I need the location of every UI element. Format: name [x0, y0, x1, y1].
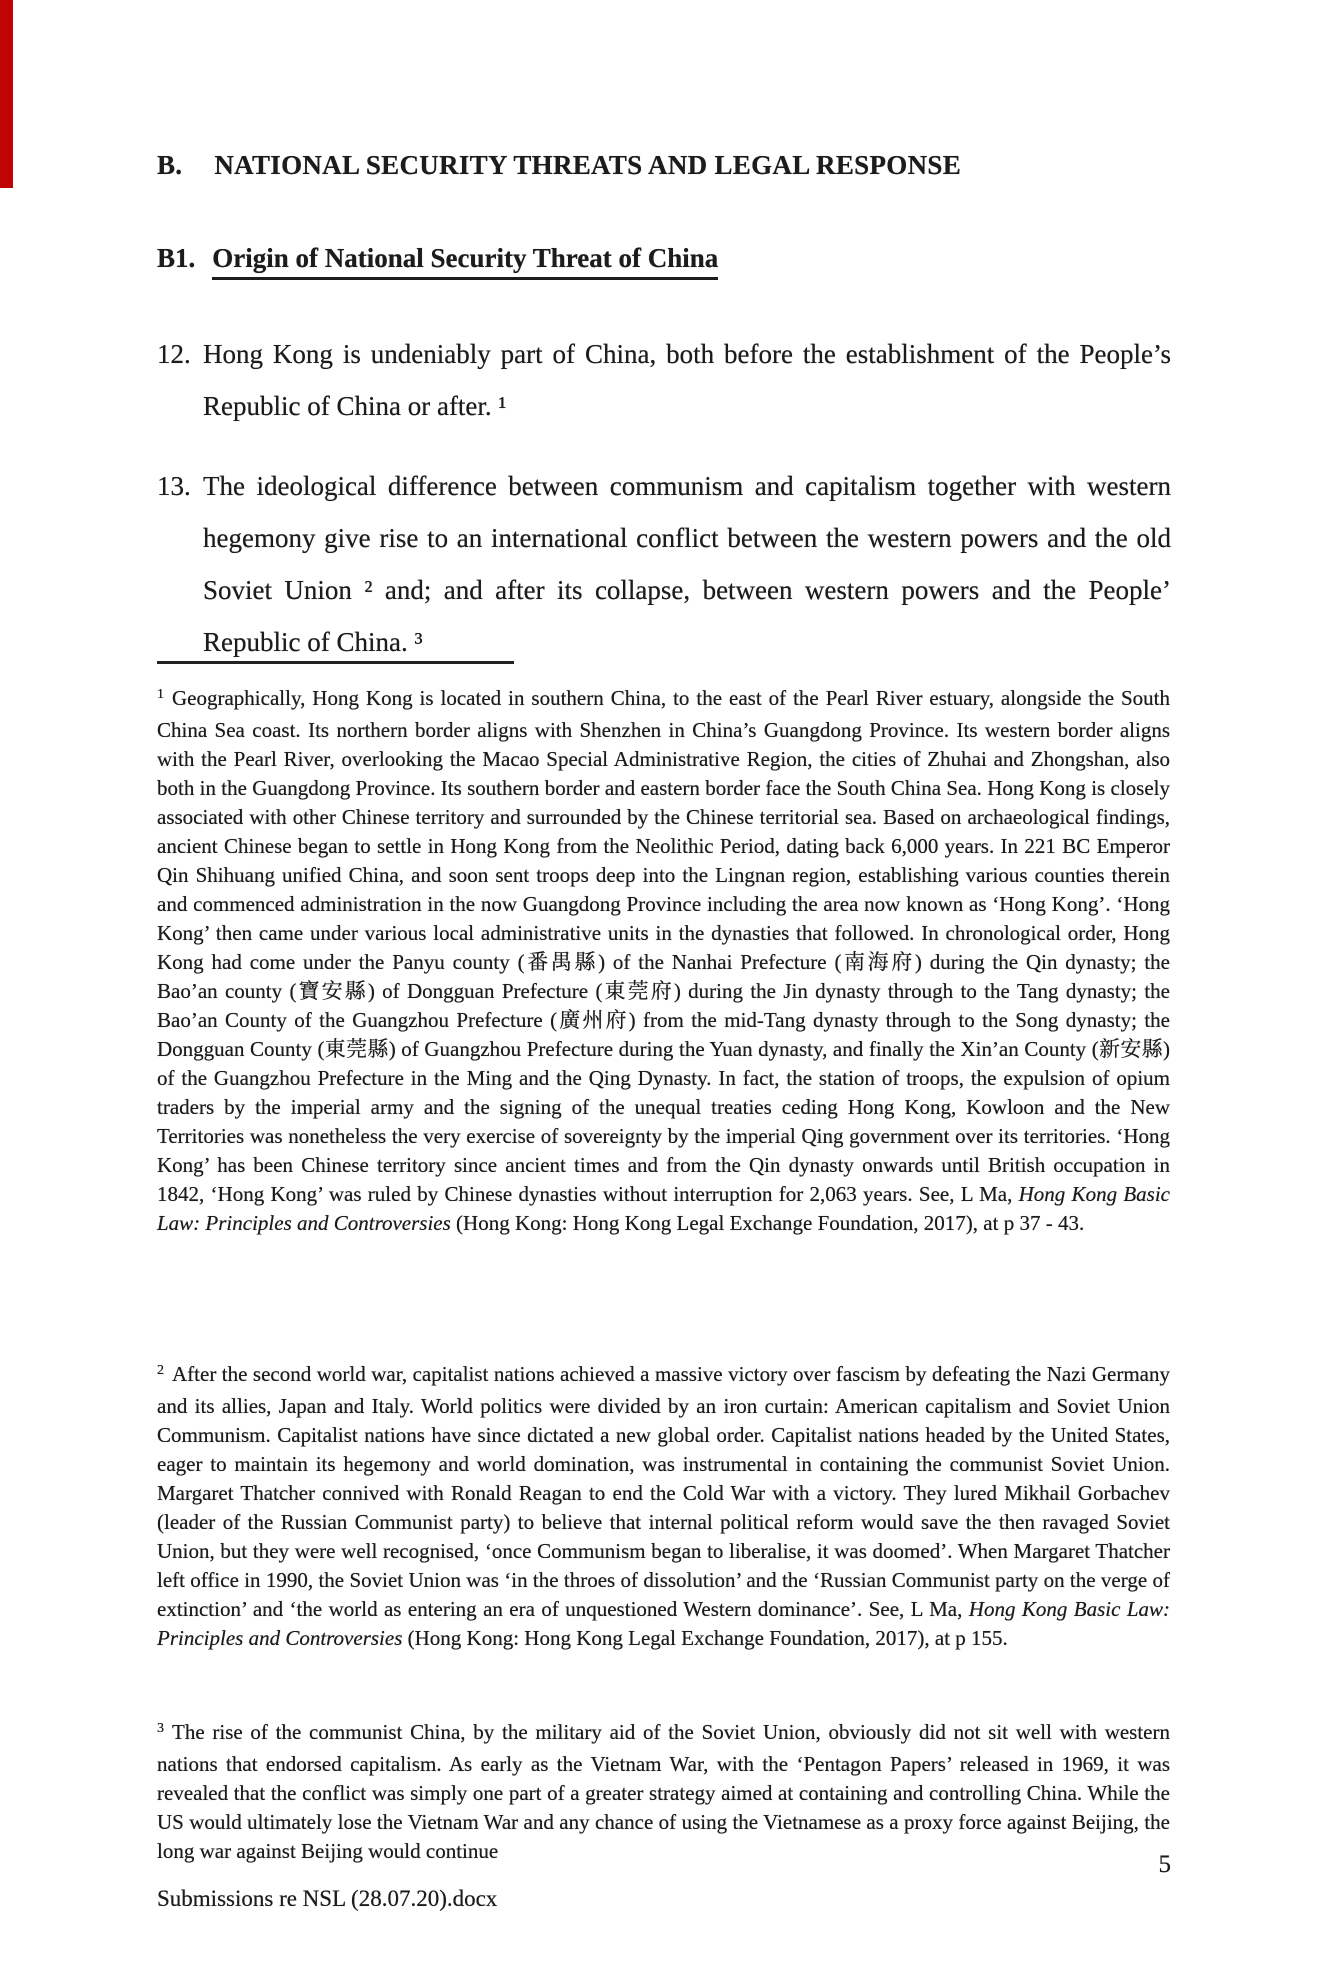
subsection-heading-label: B1.	[157, 243, 196, 273]
footnote-1-citation-tail: (Hong Kong: Hong Kong Legal Exchange Foundation, 2017), at p 37 - 43.	[450, 1211, 1085, 1235]
footnote-3-marker: 3	[157, 1721, 164, 1736]
red-margin-mark	[0, 0, 13, 188]
footnote-2-citation-italic: Hong Kong Basic Law: Principles and Controversies	[157, 1597, 1170, 1650]
footnote-2	[157, 1360, 1170, 1653]
footnote-2-marker: 2	[157, 1363, 164, 1378]
footnote-1	[157, 684, 1170, 1238]
subsection-heading	[157, 243, 718, 274]
section-heading-title: NATIONAL SECURITY THREATS AND LEGAL RESPONSE	[214, 150, 962, 180]
paragraph-13	[157, 460, 1171, 668]
footnote-2-citation-tail: (Hong Kong: Hong Kong Legal Exchange Foundation, 2017), at p 155.	[402, 1626, 1008, 1650]
document-filename-footer: Submissions re NSL (28.07.20).docx	[157, 1886, 498, 1911]
footnote-1-marker: 1	[157, 687, 164, 702]
footnote-2-text: After the second world war, capitalist nations achieved a massive victory over fascism by defeating the Nazi Germany and its allies, Japan and Italy. World politics were divided by an iron curtain: American capitalism and Soviet Union Communism. Capitalist nations have since dictated a new global order. Capitalist nations headed by the United States, eager to maintain its hegemony and world domination, was instrumental in containing the communist Soviet Union. Margaret Thatcher connived with Ronald Reagan to end the Cold War with a victory. They lured Mikhail Gorbachev (leader of the Russian Communist party) to believe that internal political reform would save the then ravaged Soviet Union, but they were well recognised, ‘once Communism began to liberalise, it was doomed’. When Margaret Thatcher left office in 1990, the Soviet Union was ‘in the throes of dissolution’ and the ‘Russian Communist party on the verge of extinction’ and ‘the world as entering an era of unquestioned Western dominance’. See, L Ma,	[157, 1362, 1170, 1621]
footnote-3-text: The rise of the communist China, by the military aid of the Soviet Union, obviously did not sit well with western nations that endorsed capitalism. As early as the Vietnam War, with the ‘Pentagon Papers’ released in 1969, it was revealed that the conflict was simply one part of a greater strategy aimed at containing and controlling China. While the US would ultimately lose the Vietnam War and any chance of using the Vietnamese as a proxy force against Beijing, the long war against Beijing would continue	[157, 1720, 1170, 1863]
paragraph-13-number: 13.	[157, 471, 191, 501]
paragraph-13-text: The ideological difference between communism and capitalism together with western hegemony give rise to an international conflict between the western powers and the old Soviet Union ² and; and after its collapse, between western powers and the People’ Republic of China. ³	[203, 471, 1171, 657]
footnote-1-citation-italic: Hong Kong Basic Law: Principles and Controversies	[157, 1182, 1170, 1235]
paragraph-12	[157, 328, 1171, 432]
section-heading-label: B.	[157, 150, 183, 180]
section-heading	[157, 150, 961, 181]
subsection-heading-title: Origin of National Security Threat of China	[212, 243, 718, 280]
footnote-separator-rule	[157, 661, 514, 664]
paragraph-12-number: 12.	[157, 339, 191, 369]
paragraph-12-text: Hong Kong is undeniably part of China, both before the establishment of the People’s Republic of China or after. ¹	[203, 339, 1171, 421]
page-number: 5	[1158, 1851, 1171, 1878]
footnote-3	[157, 1718, 1170, 1866]
footnote-1-text: Geographically, Hong Kong is located in southern China, to the east of the Pearl River estuary, alongside the South China Sea coast. Its northern border aligns with Shenzhen in China’s Guangdong Province. Its western border aligns with the Pearl River, overlooking the Macao Special Administrative Region, the cities of Zhuhai and Zhongshan, also both in the Guangdong Province. Its southern border and eastern border face the South China Sea. Hong Kong is closely associated with other Chinese territory and surrounded by the Chinese territorial sea. Based on archaeological findings, ancient Chinese began to settle in Hong Kong from the Neolithic Period, dating back 6,000 years. In 221 BC Emperor Qin Shihuang unified China, and soon sent troops deep into the Lingnan region, establishing various counties therein and commenced administration in the now Guangdong Province including the area now known as ‘Hong Kong’. ‘Hong Kong’ then came under various local administrative units in the dynasties that followed. In chronological order, Hong Kong had come under the Panyu county (番禺縣) of the Nanhai Prefecture (南海府) during the Qin dynasty; the Bao’an county (寶安縣) of Dongguan Prefecture (東莞府) during the Jin dynasty through to the Tang dynasty; the Bao’an County of the Guangzhou Prefecture (廣州府) from the mid-Tang dynasty through to the Song dynasty; the Dongguan County (東莞縣) of Guangzhou Prefecture during the Yuan dynasty, and finally the Xin’an County (新安縣) of the Guangzhou Prefecture in the Ming and the Qing Dynasty. In fact, the station of troops, the expulsion of opium traders by the imperial army and the signing of the unequal treaties ceding Hong Kong, Kowloon and the New Territories was nonetheless the very exercise of sovereignty by the imperial Qing government over its territories. ‘Hong Kong’ has been Chinese territory since ancient times and from the Qin dynasty onwards until British occupation in 1842, ‘Hong Kong’ was ruled by Chinese dynasties without interruption for 2,063 years. See, L Ma,	[157, 686, 1170, 1206]
